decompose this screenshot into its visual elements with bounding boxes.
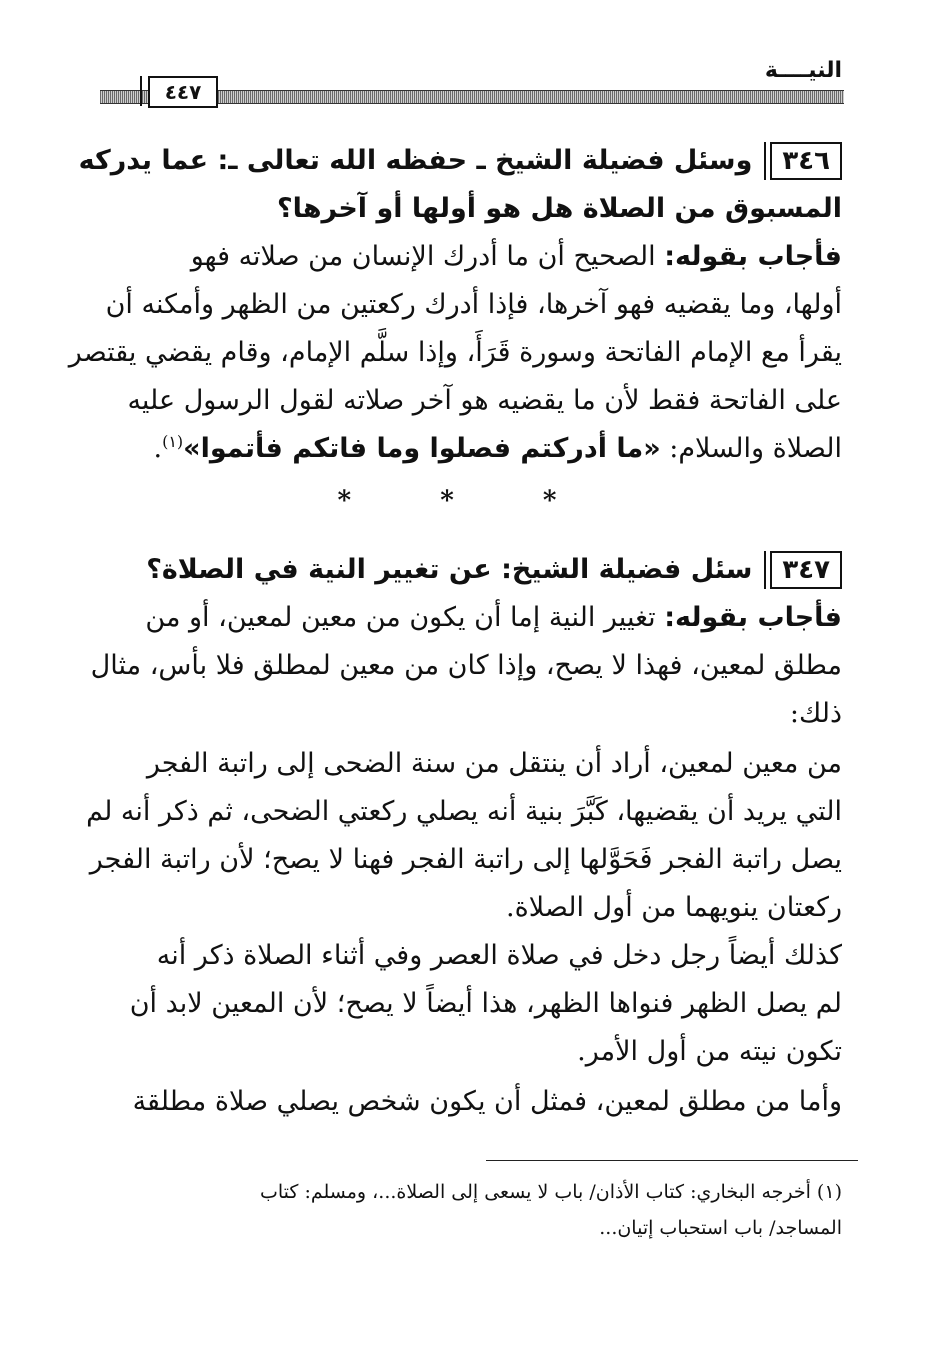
question-346-line-2: المسبوق من الصلاة هل هو أولها أو آخرها؟ xyxy=(277,193,842,224)
running-header-title: النيــــة xyxy=(764,58,842,83)
answer-347-line-3: ذلك: xyxy=(789,698,842,729)
paragraph-3 xyxy=(90,932,842,1076)
answer-346-line-1: فأجاب بقوله: الصحيح أن ما أدرك الإنسان من صلاته فهو xyxy=(190,241,842,272)
question-347 xyxy=(90,546,842,738)
footnote-line-1: (١) أخرجه البخاري: كتاب الأذان/ باب لا يسعى إلى الصلاة...، ومسلم: كتاب xyxy=(259,1181,842,1203)
paragraph-4 xyxy=(90,1078,842,1126)
answer-347-line-1: فأجاب بقوله: تغيير النية إما أن يكون من معين لمعين، أو من xyxy=(145,602,842,633)
answer-347-line-2: مطلق لمعين، فهذا لا يصح، وإذا كان من معين لمطلق فلا بأس، مثال xyxy=(90,650,842,681)
question-346-line-1: ٣٤٦وسئل فضيلة الشيخ ـ حفظه الله تعالى ـ: عما يدركه xyxy=(90,137,842,185)
answer-346-line-2: أولها، وما يقضيه فهو آخرها، فإذا أدرك ركعتين من الظهر وأمكنه أن xyxy=(105,289,842,320)
footnote-line-2: المساجد/ باب استحباب إتيان... xyxy=(599,1217,842,1239)
p4-line-1: وأما من مطلق لمعين، فمثل أن يكون شخص يصلي صلاة مطلقة xyxy=(132,1086,842,1117)
footnote-rule xyxy=(486,1160,858,1161)
footnotes xyxy=(90,1174,842,1246)
section-separator: * * * xyxy=(337,486,597,516)
p3-line-2: لم يصل الظهر فنواها الظهر، هذا أيضاً لا يصح؛ لأن المعين لابد أن xyxy=(129,988,842,1019)
answer-lead: فأجاب بقوله: xyxy=(664,602,842,633)
p2-line-1: من معين لمعين، أراد أن ينتقل من سنة الضحى إلى راتبة الفجر xyxy=(146,748,842,779)
answer-346-line-3: يقرأ مع الإمام الفاتحة وسورة قَرَأَ، وإذا سلَّم الإمام، وقام يقضي يقتصر xyxy=(68,337,842,368)
hadith-quote: «ما أدركتم فصلوا وما فاتكم فأتموا» xyxy=(183,433,661,464)
page-number: ٤٤٧ xyxy=(148,76,218,108)
question-number-347: ٣٤٧ xyxy=(770,551,842,589)
p3-line-1: كذلك أيضاً رجل دخل في صلاة العصر وفي أثناء الصلاة ذكر أنه xyxy=(156,940,842,971)
question-347-line-1: ٣٤٧سئل فضيلة الشيخ: عن تغيير النية في الصلاة؟ xyxy=(90,546,842,594)
answer-lead: فأجاب بقوله: xyxy=(664,241,842,272)
answer-346-line-4: على الفاتحة فقط لأن ما يقضيه هو آخر صلاته لقول الرسول عليه xyxy=(127,385,842,416)
p2-line-4: ركعتان ينويهما من أول الصلاة. xyxy=(505,892,842,923)
paragraph-2 xyxy=(86,740,842,932)
footnote-reference: (١) xyxy=(162,432,184,451)
p2-line-3: يصل راتبة الفجر فَحَوَّلها إلى راتبة الفجر فهنا لا يصح؛ لأن راتبة الفجر xyxy=(89,844,842,875)
answer-346-line-5: الصلاة والسلام: «ما أدركتم فصلوا وما فاتكم فأتموا»$^{(١)}$. xyxy=(153,432,842,464)
p3-line-3: تكون نيته من أول الأمر. xyxy=(577,1036,842,1067)
p2-line-2: التي يريد أن يقضيها، كَبَّرَ بنية أنه يصلي ركعتي الضحى، ثم ذكر أنه لم xyxy=(86,796,842,827)
question-346 xyxy=(68,137,842,473)
question-number-346: ٣٤٦ xyxy=(770,142,842,180)
